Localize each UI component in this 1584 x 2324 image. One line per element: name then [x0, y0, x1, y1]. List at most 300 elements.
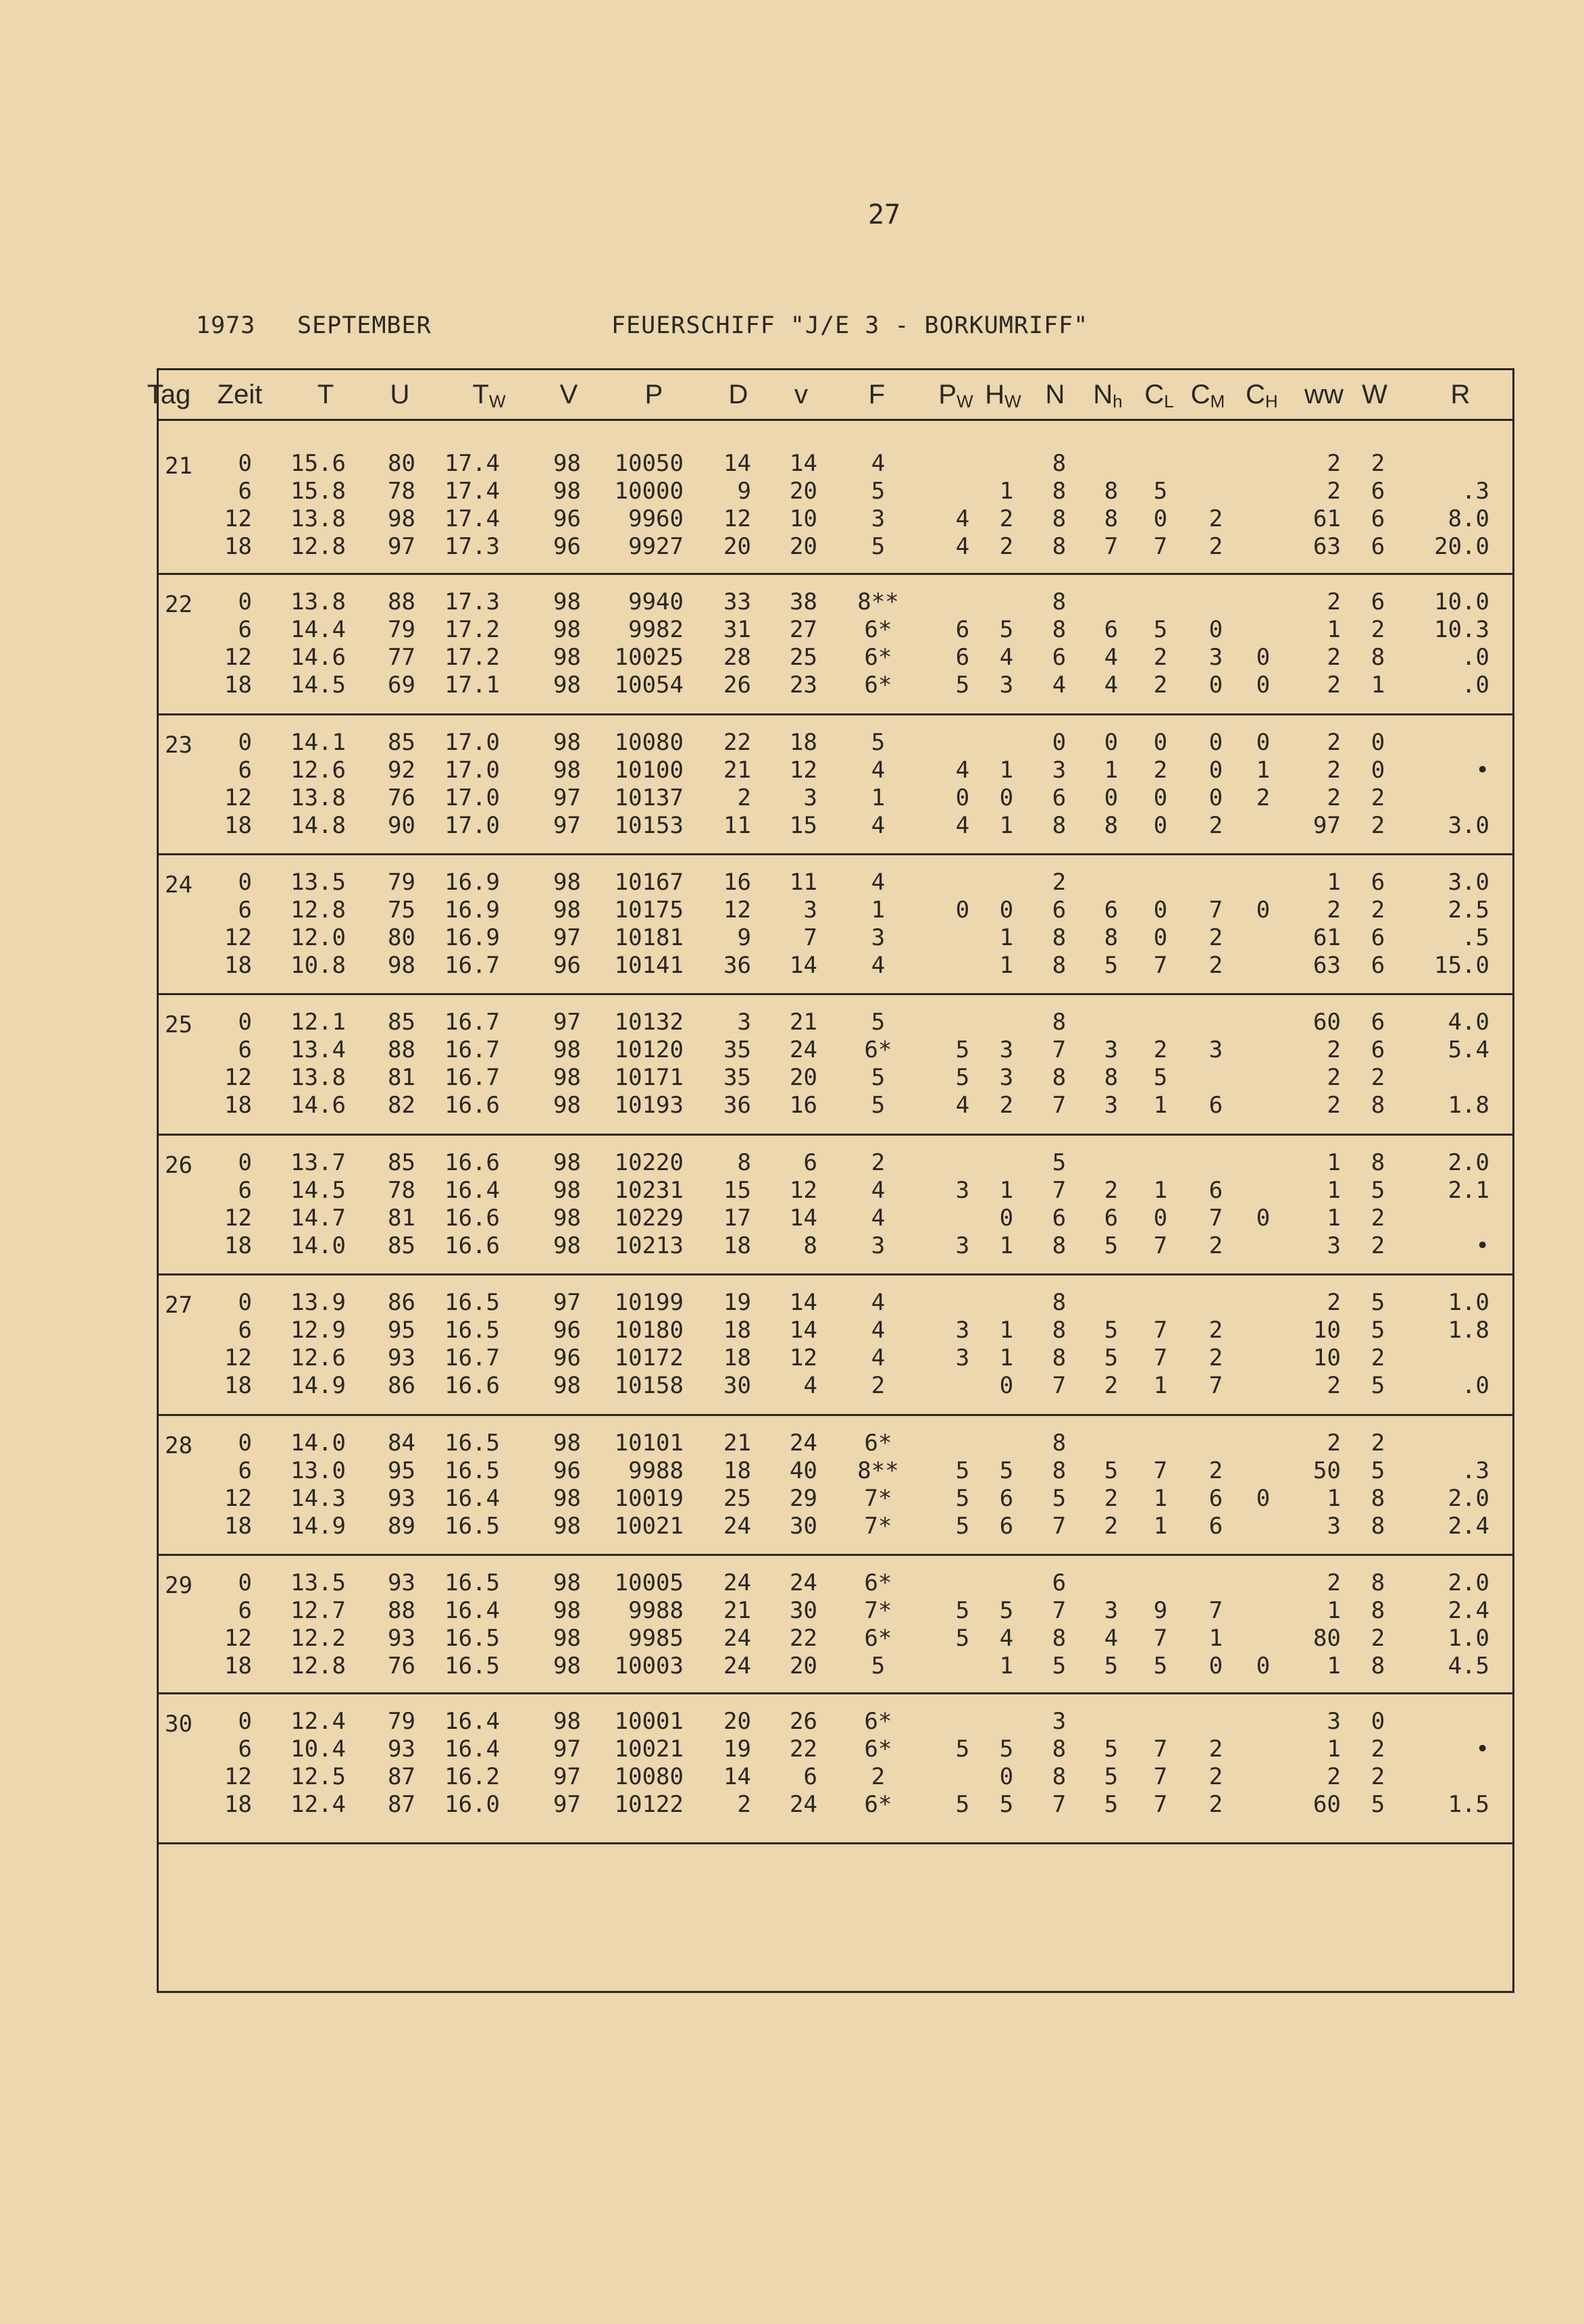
cell-nh: 3: [1104, 1092, 1119, 1119]
cell-d: 35: [723, 1064, 751, 1091]
cell-v: 23: [790, 672, 817, 699]
cell-hw: 3: [999, 1036, 1014, 1063]
cell-tw: 17.4: [444, 478, 500, 505]
cell-hw: 1: [999, 1232, 1014, 1259]
cell-n: 8: [1052, 1289, 1067, 1316]
cell-hw: 3: [999, 672, 1014, 699]
cell-pw: 4: [955, 505, 970, 532]
cell-f: 8**: [857, 588, 899, 615]
col-header-label: ww: [1304, 380, 1344, 409]
cell-hw: 0: [999, 1372, 1014, 1399]
cell-zeit: 0: [238, 1149, 252, 1176]
cell-v_vis: 98: [553, 1149, 581, 1176]
cell-d: 25: [723, 1485, 751, 1512]
cell-nh: 5: [1104, 1652, 1119, 1679]
cell-cl: 0: [1153, 729, 1168, 756]
col-header-subscript: M: [1210, 391, 1225, 411]
cell-hw: 6: [999, 1485, 1014, 1512]
cell-t: 14.6: [290, 644, 346, 671]
cell-cl: 7: [1153, 533, 1168, 560]
cell-ww: 50: [1313, 1457, 1341, 1484]
cell-w: 8: [1371, 644, 1385, 671]
cell-v: 8: [803, 1232, 817, 1259]
cell-ww: 1: [1327, 1205, 1341, 1232]
cell-w: 8: [1371, 1569, 1385, 1596]
cell-hw: 1: [999, 478, 1014, 505]
cell-p: 10003: [614, 1652, 684, 1679]
cell-w: 6: [1371, 478, 1385, 505]
cell-tw: 16.5: [444, 1652, 500, 1679]
cell-w: 6: [1371, 869, 1385, 896]
cell-n: 8: [1052, 616, 1067, 643]
cell-n: 8: [1052, 1736, 1067, 1763]
cell-v: 21: [790, 1009, 817, 1036]
cell-w: 5: [1371, 1289, 1385, 1316]
cell-p: 10080: [614, 729, 684, 756]
cell-t: 12.8: [290, 533, 346, 560]
cell-n: 3: [1052, 757, 1067, 784]
cell-nh: 0: [1104, 784, 1119, 811]
cell-cm: 7: [1208, 1372, 1223, 1399]
cell-u: 84: [388, 1430, 415, 1457]
cell-r: .3: [1462, 1457, 1489, 1484]
cell-ww: 3: [1327, 1513, 1341, 1540]
col-header-label: D: [728, 380, 748, 409]
cell-f: 4: [871, 1289, 886, 1316]
cell-t: 14.8: [290, 812, 346, 839]
cell-d: 21: [723, 757, 751, 784]
table-row: [157, 1484, 1514, 1513]
cell-d: 2: [737, 784, 751, 811]
cell-pw: 5: [955, 1791, 970, 1818]
cell-ww: 2: [1327, 1289, 1341, 1316]
cell-u: 85: [388, 1149, 415, 1176]
col-header-subscript: W: [1004, 391, 1021, 411]
cell-t: 12.4: [290, 1708, 346, 1735]
cell-v_vis: 98: [553, 1597, 581, 1624]
cell-ww: 61: [1313, 924, 1341, 951]
day-tag: 23: [165, 732, 193, 759]
cell-nh: 2: [1104, 1485, 1119, 1512]
cell-p: 10019: [614, 1485, 684, 1512]
cell-v_vis: 98: [553, 450, 581, 477]
cell-d: 15: [723, 1177, 751, 1204]
cell-tw: 16.9: [444, 869, 500, 896]
cell-nh: 8: [1104, 478, 1119, 505]
cell-w: 0: [1371, 1708, 1385, 1735]
cell-v_vis: 98: [553, 1372, 581, 1399]
cell-n: 8: [1052, 450, 1067, 477]
col-header-r: [1451, 380, 1471, 410]
cell-t: 13.8: [290, 1064, 346, 1091]
table-row: [157, 784, 1514, 812]
cell-t: 12.9: [290, 1317, 346, 1344]
cell-f: 2: [871, 1149, 886, 1176]
cell-d: 19: [723, 1736, 751, 1763]
cell-nh: 1: [1104, 757, 1119, 784]
cell-d: 18: [723, 1317, 751, 1344]
cell-u: 95: [388, 1457, 415, 1484]
cell-tw: 16.6: [444, 1232, 500, 1259]
cell-v: 22: [790, 1625, 817, 1652]
cell-w: 6: [1371, 1009, 1385, 1036]
cell-hw: 1: [999, 812, 1014, 839]
cell-p: 9940: [628, 588, 684, 615]
cell-cl: 7: [1153, 1791, 1168, 1818]
cell-u: 88: [388, 1036, 415, 1063]
cell-u: 92: [388, 757, 415, 784]
cell-n: 7: [1052, 1036, 1067, 1063]
cell-u: 78: [388, 1177, 415, 1204]
cell-pw: 5: [955, 1736, 970, 1763]
table-row: [157, 1091, 1514, 1119]
table-row: [157, 1176, 1514, 1205]
cell-tw: 17.3: [444, 533, 500, 560]
cell-cm: 0: [1208, 672, 1223, 699]
col-header-label: W: [1362, 380, 1387, 409]
cell-w: 2: [1371, 1064, 1385, 1091]
cell-v: 20: [790, 478, 817, 505]
day-divider: [157, 1692, 1514, 1694]
cell-hw: 4: [999, 1625, 1014, 1652]
cell-pw: 5: [955, 1513, 970, 1540]
cell-u: 81: [388, 1205, 415, 1232]
cell-p: 9988: [628, 1597, 684, 1624]
cell-f: 6*: [864, 1625, 892, 1652]
cell-hw: 1: [999, 924, 1014, 951]
cell-f: 7*: [864, 1485, 892, 1512]
table-row: [157, 1652, 1514, 1680]
day-tag: 28: [165, 1432, 193, 1459]
day-divider: [157, 1414, 1514, 1416]
cell-ww: 10: [1313, 1317, 1341, 1344]
cell-pw: 3: [955, 1344, 970, 1371]
col-header-v: [794, 380, 808, 410]
cell-nh: 3: [1104, 1597, 1119, 1624]
cell-zeit: 6: [238, 1177, 252, 1204]
cell-zeit: 0: [238, 1430, 252, 1457]
cell-p: 10172: [614, 1344, 684, 1371]
col-header-label: C: [1190, 380, 1210, 409]
cell-n: 8: [1052, 1317, 1067, 1344]
cell-ww: 2: [1327, 1092, 1341, 1119]
cell-n: 8: [1052, 1344, 1067, 1371]
cell-u: 77: [388, 644, 415, 671]
table-row: [157, 1371, 1514, 1400]
cell-v: 26: [790, 1708, 817, 1735]
cell-t: 15.8: [290, 478, 346, 505]
cell-p: 10005: [614, 1569, 684, 1596]
cell-u: 90: [388, 812, 415, 839]
cell-t: 14.9: [290, 1372, 346, 1399]
cell-ch: 0: [1256, 1485, 1271, 1512]
cell-v_vis: 98: [553, 1652, 581, 1679]
cell-v_vis: 98: [553, 1092, 581, 1119]
cell-tw: 17.2: [444, 616, 500, 643]
cell-ww: 2: [1327, 1763, 1341, 1790]
cell-cm: 0: [1208, 757, 1223, 784]
table-row: [157, 1624, 1514, 1652]
cell-tw: 16.5: [444, 1289, 500, 1316]
cell-n: 6: [1052, 1205, 1067, 1232]
cell-p: 10080: [614, 1763, 684, 1790]
cell-v: 20: [790, 1064, 817, 1091]
cell-v_vis: 97: [553, 1736, 581, 1763]
cell-zeit: 18: [224, 952, 252, 979]
cell-f: 4: [871, 757, 886, 784]
cell-nh: 5: [1104, 1232, 1119, 1259]
cell-r: 2.0: [1448, 1149, 1489, 1176]
table-row: [157, 1763, 1514, 1791]
cell-f: 1: [871, 896, 886, 924]
cell-zeit: 18: [224, 533, 252, 560]
cell-zeit: 6: [238, 1457, 252, 1484]
cell-v_vis: 98: [553, 729, 581, 756]
cell-v: 20: [790, 1652, 817, 1679]
cell-ww: 1: [1327, 869, 1341, 896]
cell-nh: 5: [1104, 1317, 1119, 1344]
cell-n: 8: [1052, 1064, 1067, 1091]
cell-v: 24: [790, 1036, 817, 1063]
cell-v_vis: 98: [553, 1177, 581, 1204]
cell-pw: 5: [955, 1457, 970, 1484]
cell-tw: 17.1: [444, 672, 500, 699]
cell-w: 2: [1371, 1736, 1385, 1763]
col-header-label: T: [317, 380, 334, 409]
cell-n: 2: [1052, 869, 1067, 896]
col-header-label: T: [472, 380, 489, 409]
cell-ww: 2: [1327, 1064, 1341, 1091]
cell-ww: 10: [1313, 1344, 1341, 1371]
cell-v: 16: [790, 1092, 817, 1119]
cell-zeit: 0: [238, 588, 252, 615]
cell-w: 8: [1371, 1513, 1385, 1540]
cell-cl: 5: [1153, 1064, 1168, 1091]
cell-w: 2: [1371, 1763, 1385, 1790]
cell-p: 10213: [614, 1232, 684, 1259]
cell-w: 8: [1371, 1149, 1385, 1176]
col-header-w: [1362, 380, 1387, 410]
cell-cm: 2: [1208, 1763, 1223, 1790]
cell-pw: 3: [955, 1232, 970, 1259]
col-header-label: N: [1093, 380, 1113, 409]
cell-f: 6*: [864, 1791, 892, 1818]
cell-cm: 0: [1208, 729, 1223, 756]
day-tag: 27: [165, 1292, 193, 1319]
cell-n: 8: [1052, 1457, 1067, 1484]
cell-u: 85: [388, 1232, 415, 1259]
day-tag: 24: [165, 872, 193, 899]
cell-r: 4.0: [1448, 1009, 1489, 1036]
cell-p: 10231: [614, 1177, 684, 1204]
cell-cm: 2: [1208, 1317, 1223, 1344]
cell-r: 15.0: [1434, 952, 1489, 979]
cell-v_vis: 98: [553, 1708, 581, 1735]
cell-zeit: 0: [238, 1708, 252, 1735]
col-header-p: [645, 380, 663, 410]
cell-ww: 1: [1327, 1485, 1341, 1512]
cell-zeit: 12: [224, 1625, 252, 1652]
cell-d: 16: [723, 869, 751, 896]
cell-p: 9927: [628, 533, 684, 560]
cell-pw: 6: [955, 616, 970, 643]
cell-p: 10021: [614, 1736, 684, 1763]
cell-v_vis: 98: [553, 1625, 581, 1652]
cell-n: 6: [1052, 896, 1067, 924]
cell-n: 8: [1052, 1430, 1067, 1457]
cell-w: 5: [1371, 1177, 1385, 1204]
cell-cl: 7: [1153, 952, 1168, 979]
cell-r: .0: [1462, 1372, 1489, 1399]
col-header-ww: [1304, 380, 1344, 410]
col-header-pw: [938, 380, 973, 412]
cell-v_vis: 97: [553, 924, 581, 951]
cell-p: 10180: [614, 1317, 684, 1344]
cell-v: 6: [803, 1149, 817, 1176]
cell-hw: 1: [999, 1177, 1014, 1204]
cell-zeit: 6: [238, 757, 252, 784]
cell-u: 75: [388, 896, 415, 924]
cell-pw: 5: [955, 1036, 970, 1063]
cell-cl: 7: [1153, 1232, 1168, 1259]
cell-r: 3.0: [1448, 812, 1489, 839]
cell-u: 87: [388, 1763, 415, 1790]
cell-d: 31: [723, 616, 751, 643]
day-group-30: [157, 1707, 1514, 1848]
cell-r: 2.4: [1448, 1597, 1489, 1624]
table-row: [157, 1429, 1514, 1457]
cell-w: 8: [1371, 1092, 1385, 1119]
cell-f: 5: [871, 1009, 886, 1036]
cell-cl: 0: [1153, 812, 1168, 839]
cell-cm: 7: [1208, 896, 1223, 924]
cell-w: 2: [1371, 1344, 1385, 1371]
day-divider: [157, 1273, 1514, 1275]
header-rule: [157, 419, 1514, 421]
table-row: [157, 1790, 1514, 1819]
cell-n: 7: [1052, 1177, 1067, 1204]
table-row: [157, 1457, 1514, 1485]
cell-v: 25: [790, 644, 817, 671]
cell-w: 6: [1371, 1036, 1385, 1063]
table-row: [157, 728, 1514, 757]
cell-ww: 2: [1327, 588, 1341, 615]
cell-pw: 5: [955, 672, 970, 699]
cell-r: 5.4: [1448, 1036, 1489, 1063]
cell-t: 13.0: [290, 1457, 346, 1484]
cell-t: 12.6: [290, 757, 346, 784]
cell-pw: 6: [955, 644, 970, 671]
col-header-nh: [1093, 380, 1122, 412]
cell-nh: 8: [1104, 505, 1119, 532]
cell-v: 24: [790, 1791, 817, 1818]
cell-cl: 0: [1153, 784, 1168, 811]
cell-d: 26: [723, 672, 751, 699]
cell-zeit: 18: [224, 1092, 252, 1119]
cell-u: 69: [388, 672, 415, 699]
cell-f: 6*: [864, 1569, 892, 1596]
cell-cl: 7: [1153, 1625, 1168, 1652]
cell-pw: 5: [955, 1625, 970, 1652]
cell-v: 38: [790, 588, 817, 615]
cell-v_vis: 96: [553, 1344, 581, 1371]
cell-v_vis: 98: [553, 869, 581, 896]
cell-p: 10171: [614, 1064, 684, 1091]
cell-w: 5: [1371, 1317, 1385, 1344]
cell-r: 2.4: [1448, 1513, 1489, 1540]
cell-cl: 2: [1153, 1036, 1168, 1063]
cell-v_vis: 98: [553, 1232, 581, 1259]
cell-w: 2: [1371, 1430, 1385, 1457]
table-row: [157, 1344, 1514, 1372]
cell-v: 3: [803, 896, 817, 924]
col-header-label: C: [1144, 380, 1165, 409]
cell-w: 2: [1371, 1205, 1385, 1232]
cell-tw: 16.5: [444, 1317, 500, 1344]
cell-hw: 2: [999, 505, 1014, 532]
cell-n: 7: [1052, 1513, 1067, 1540]
cell-ww: 2: [1327, 1372, 1341, 1399]
cell-v_vis: 97: [553, 812, 581, 839]
cell-r: 8.0: [1448, 505, 1489, 532]
cell-t: 13.9: [290, 1289, 346, 1316]
cell-tw: 16.6: [444, 1092, 500, 1119]
cell-f: 4: [871, 869, 886, 896]
cell-cl: 1: [1153, 1513, 1168, 1540]
cell-zeit: 18: [224, 672, 252, 699]
cell-zeit: 12: [224, 1064, 252, 1091]
cell-cl: 1: [1153, 1372, 1168, 1399]
cell-cl: 1: [1153, 1177, 1168, 1204]
cell-p: 10193: [614, 1092, 684, 1119]
cell-hw: 2: [999, 533, 1014, 560]
cell-r: 1.8: [1448, 1317, 1489, 1344]
cell-ch: 0: [1256, 729, 1271, 756]
cell-u: 88: [388, 588, 415, 615]
cell-v_vis: 98: [553, 478, 581, 505]
day-divider: [157, 993, 1514, 995]
cell-n: 0: [1052, 729, 1067, 756]
cell-tw: 16.5: [444, 1457, 500, 1484]
cell-cm: 2: [1208, 1736, 1223, 1763]
cell-zeit: 6: [238, 1736, 252, 1763]
cell-tw: 17.0: [444, 757, 500, 784]
cell-t: 14.1: [290, 729, 346, 756]
cell-ch: 2: [1256, 784, 1271, 811]
cell-pw: 0: [955, 784, 970, 811]
cell-cm: 0: [1208, 1652, 1223, 1679]
cell-pw: 5: [955, 1485, 970, 1512]
cell-u: 93: [388, 1736, 415, 1763]
cell-r: .0: [1462, 644, 1489, 671]
cell-v: 11: [790, 869, 817, 896]
cell-cm: 2: [1208, 1232, 1223, 1259]
cell-v: 7: [803, 924, 817, 951]
cell-v: 14: [790, 450, 817, 477]
cell-cm: 2: [1208, 1344, 1223, 1371]
cell-p: 10167: [614, 869, 684, 896]
cell-v_vis: 98: [553, 1064, 581, 1091]
cell-d: 24: [723, 1625, 751, 1652]
cell-pw: 3: [955, 1177, 970, 1204]
cell-t: 14.5: [290, 672, 346, 699]
cell-nh: 4: [1104, 644, 1119, 671]
cell-w: 6: [1371, 952, 1385, 979]
col-header-label: R: [1450, 380, 1471, 409]
cell-t: 12.2: [290, 1625, 346, 1652]
cell-tw: 16.4: [444, 1597, 500, 1624]
cell-r: •: [1475, 757, 1489, 784]
